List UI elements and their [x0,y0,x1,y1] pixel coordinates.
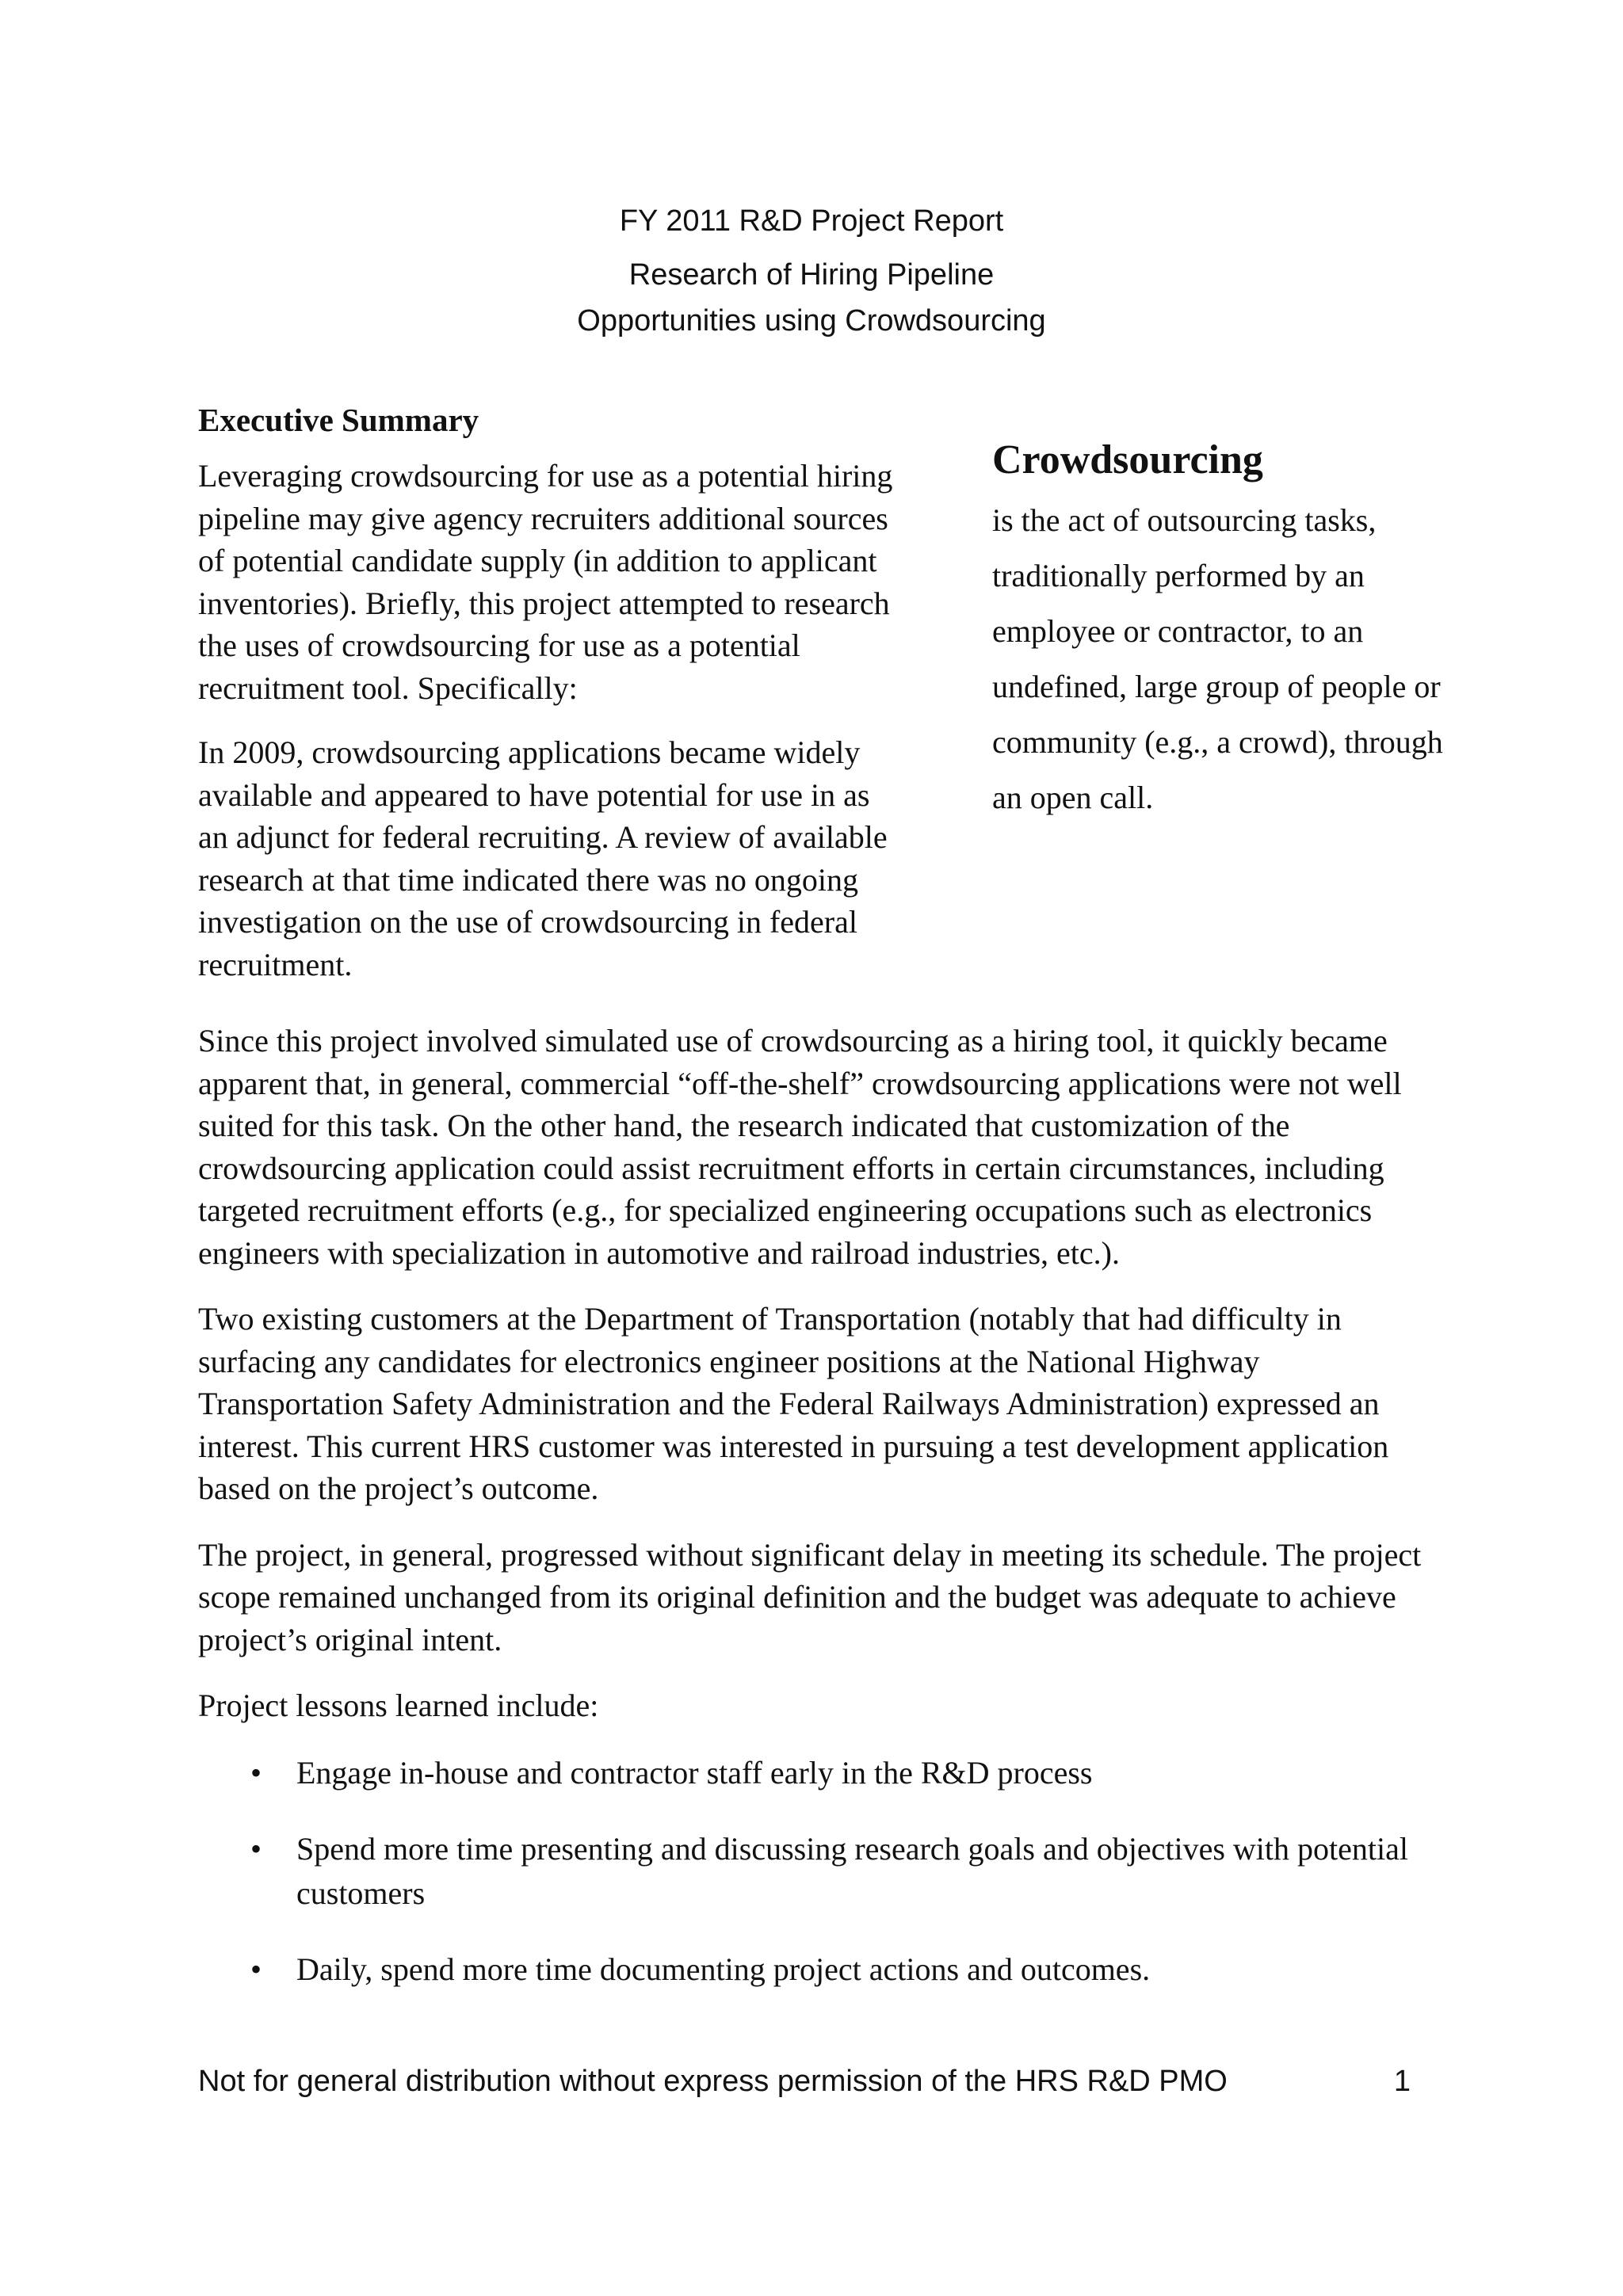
report-title: FY 2011 R&D Project Report [619,204,1004,238]
report-header [0,198,1623,344]
summary-paragraph: Leveraging crowdsourcing for use as a potential hiring pipeline may give agency recruiters additional sources of potential candidate supply (in addition to applicant inventories). Briefly, this project attempted to research the uses of crowdsourcing for use as a potential recruitment tool. Specifically: [198,458,893,706]
bullet-icon: • [250,1830,262,1867]
body-paragraph: Two existing customers at the Department of Transportation (notably that had difficulty in surfacing any candidates for electronics engineer positions at the National Highway Transportation Safety Administration and the Federal Railways Administration) expressed an interest. This current HRS customer was interested in pursuing a test development application based on the project’s outcome. [198,1301,1389,1506]
list-item-text: Daily, spend more time documenting project actions and outcomes. [296,1951,1151,1987]
page-footer [198,2060,1411,2103]
list-item-text: Engage in-house and contractor staff early in the R&D process [296,1754,1093,1791]
list-item [198,1751,1450,1795]
executive-summary-text [198,455,903,1008]
page-number: 1 [1393,2065,1411,2098]
report-subtitle-line-2: Opportunities using Crowdsourcing [577,304,1046,338]
definition-sidebar [992,433,1468,826]
list-item [198,1947,1450,1992]
lessons-intro: Project lessons learned include: [198,1688,599,1723]
report-subtitle-line-1: Research of Hiring Pipeline [628,258,995,292]
sidebar-term: Crowdsourcing [992,437,1263,482]
body-paragraph: Since this project involved simulated use of crowdsourcing as a hiring tool, it quickly became apparent that, in general, commercial “off-the-shelf” crowdsourcing applications were not well suited for this task. On the other hand, the research indicated that customization of the crowdsourcing application could assist recruitment efforts in certain circumstances, including targeted recruitment efforts (e.g., for specialized engineering occupations such as electronics engineers with specialization in automotive and railroad industries, etc.). [198,1023,1402,1271]
summary-paragraph: In 2009, crowdsourcing applications became widely available and appeared to have potential for use in as an adjunct for federal recruiting. A review of available research at that time indicated there was no ongoing investigation on the use of crowdsourcing in federal recruitment. [198,734,888,982]
bullet-icon: • [250,1951,262,1987]
list-item [198,1827,1450,1916]
bullet-icon: • [250,1754,262,1791]
body-paragraph: The project, in general, progressed without significant delay in meeting its schedule. The project scope remained unchanged from its original definition and the budget was adequate to achieve project’s original intent. [198,1536,1422,1657]
lessons-list [198,1751,1450,1992]
distribution-notice: Not for general distribution without express permission of the HRS R&D PMO [198,2065,1228,2098]
list-item-text: Spend more time presenting and discussing research goals and objectives with potential customers [296,1830,1408,1911]
executive-summary-heading: Executive Summary [198,402,479,438]
sidebar-definition: is the act of outsourcing tasks, traditionally performed by an employee or contractor, to an undefined, large group of people or community (e.g., a crowd), through an open call. [992,502,1443,815]
report-body [198,1020,1450,2023]
